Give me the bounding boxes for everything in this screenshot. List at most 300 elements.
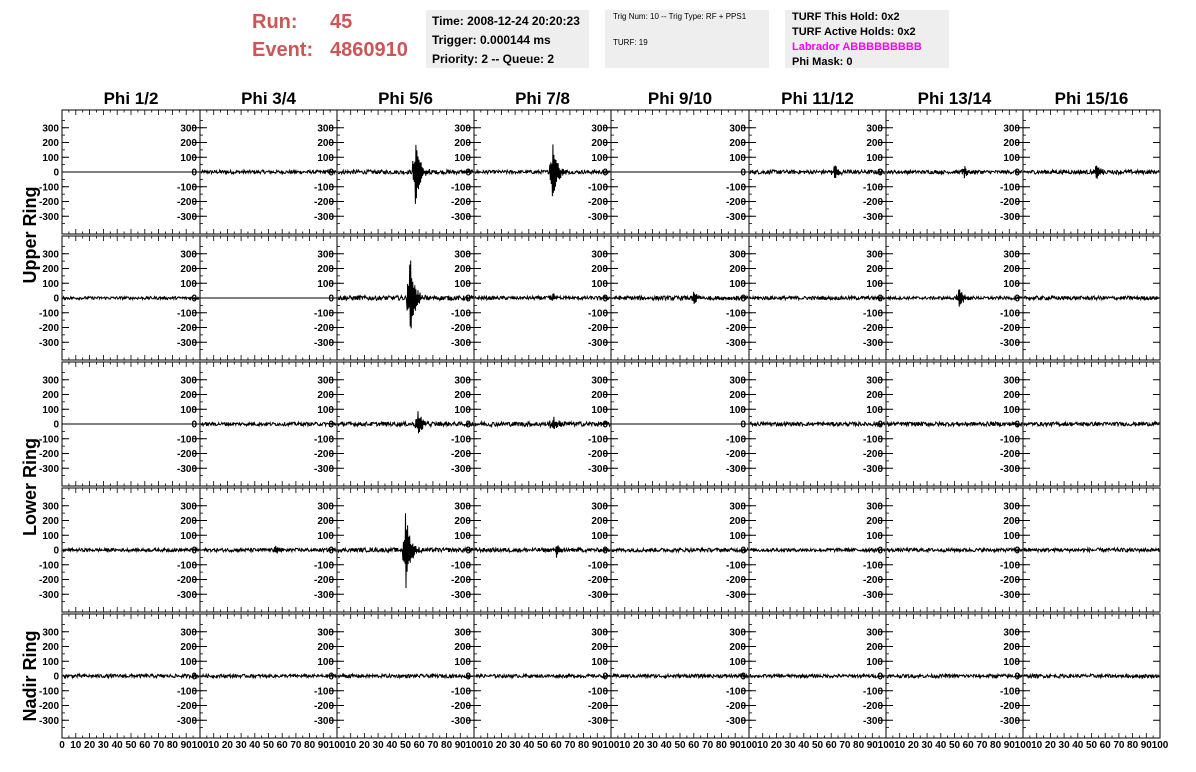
row-label: Upper Ring: [20, 186, 40, 284]
y-tick-label: -100: [313, 686, 334, 698]
x-tick-label: 80: [166, 740, 178, 751]
x-tick-label: 10: [208, 740, 220, 751]
x-tick-label: 80: [1127, 740, 1139, 751]
y-tick-label: 0: [740, 167, 746, 179]
y-tick-label: 0: [877, 671, 883, 683]
y-tick-label: 200: [317, 264, 334, 275]
y-tick-label: 200: [180, 516, 197, 527]
y-tick-label: -200: [313, 323, 334, 334]
y-tick-label: -200: [38, 323, 59, 334]
y-tick-label: 300: [454, 501, 471, 513]
y-tick-label: 300: [1003, 627, 1020, 639]
y-tick-label: -100: [313, 308, 334, 320]
y-tick-label: -100: [862, 182, 883, 194]
y-tick-label: 200: [454, 138, 471, 149]
y-tick-label: -200: [450, 575, 471, 586]
y-tick-label: 300: [42, 501, 59, 513]
y-tick-label: -300: [38, 337, 59, 349]
y-tick-label: 100: [591, 278, 608, 290]
y-tick-label: 100: [454, 278, 471, 290]
y-tick-label: -100: [999, 560, 1020, 572]
y-tick-label: 200: [180, 390, 197, 401]
x-tick-label: 80: [715, 740, 727, 751]
waveform-trace: [63, 548, 199, 551]
y-tick-label: -300: [587, 463, 608, 475]
column-title: Phi 13/14: [917, 89, 992, 108]
x-tick-label: 70: [290, 740, 302, 751]
y-tick-label: 0: [191, 545, 197, 557]
y-tick-label: 0: [1014, 545, 1020, 557]
run-label: Run:: [252, 11, 298, 33]
x-tick-label: 20: [84, 740, 96, 751]
y-tick-label: -300: [313, 715, 334, 727]
y-tick-label: 300: [317, 501, 334, 513]
y-tick-label: 0: [328, 419, 334, 431]
y-tick-label: -200: [176, 575, 197, 586]
y-tick-label: 200: [317, 516, 334, 527]
y-tick-label: -200: [862, 323, 883, 334]
trigger-text: Trigger: 0.000144 ms: [432, 33, 551, 47]
y-tick-label: 100: [729, 404, 746, 416]
x-tick-label: 70: [1113, 740, 1125, 751]
y-tick-label: -300: [862, 463, 883, 475]
x-tick-label: 90: [1003, 740, 1015, 751]
waveform-trace: [475, 674, 610, 677]
y-tick-label: -100: [999, 686, 1020, 698]
y-tick-label: 0: [740, 293, 746, 305]
y-tick-label: 100: [866, 152, 883, 164]
y-tick-label: -200: [862, 449, 883, 460]
waveform-trace: [1024, 548, 1159, 552]
y-tick-label: 200: [42, 138, 59, 149]
waveform-trace: [612, 674, 748, 678]
y-tick-label: -100: [587, 434, 608, 446]
y-tick-label: -200: [450, 449, 471, 460]
y-tick-label: 200: [1003, 264, 1020, 275]
x-tick-label: 40: [1072, 740, 1084, 751]
waveform-trace: [750, 422, 885, 426]
y-tick-label: 100: [42, 656, 59, 668]
y-tick-label: 100: [454, 656, 471, 668]
y-tick-label: -300: [862, 211, 883, 223]
y-tick-label: -200: [725, 449, 746, 460]
y-tick-label: 200: [866, 516, 883, 527]
x-tick-label: 60: [276, 740, 288, 751]
y-tick-label: -300: [176, 715, 197, 727]
waveform-trace: [612, 292, 748, 304]
y-tick-label: -100: [725, 308, 746, 320]
x-tick-label: 40: [798, 740, 810, 751]
y-tick-label: 200: [729, 642, 746, 653]
y-tick-label: 0: [740, 671, 746, 683]
y-tick-label: -300: [450, 715, 471, 727]
y-tick-label: 300: [729, 123, 746, 135]
column-title: Phi 7/8: [515, 89, 570, 108]
y-tick-label: -300: [999, 715, 1020, 727]
y-tick-label: -100: [450, 434, 471, 446]
y-tick-label: -100: [725, 434, 746, 446]
y-tick-label: 0: [465, 419, 471, 431]
y-tick-label: 300: [180, 375, 197, 387]
y-tick-label: 200: [317, 390, 334, 401]
y-tick-label: 200: [317, 642, 334, 653]
y-tick-label: -100: [999, 308, 1020, 320]
y-tick-label: -100: [176, 560, 197, 572]
y-tick-label: 200: [866, 390, 883, 401]
phi-mask-text: Phi Mask: 0: [792, 56, 853, 68]
y-tick-label: -100: [587, 560, 608, 572]
x-tick-label: 20: [221, 740, 233, 751]
y-tick-label: 0: [191, 419, 197, 431]
y-tick-label: -200: [176, 197, 197, 208]
y-tick-label: -100: [862, 308, 883, 320]
x-tick-label: 30: [235, 740, 247, 751]
y-tick-label: 100: [180, 656, 197, 668]
y-tick-label: 300: [454, 627, 471, 639]
y-tick-label: 200: [1003, 390, 1020, 401]
y-tick-label: 200: [42, 516, 59, 527]
y-tick-label: -100: [862, 560, 883, 572]
y-tick-label: 100: [729, 278, 746, 290]
y-tick-label: -300: [38, 211, 59, 223]
waveform-trace: [887, 422, 1022, 426]
y-tick-label: -300: [313, 337, 334, 349]
y-tick-label: 0: [465, 671, 471, 683]
waveform-trace: [338, 674, 473, 678]
x-tick-label: 50: [674, 740, 686, 751]
x-tick-label: 80: [990, 740, 1002, 751]
y-tick-label: -300: [313, 211, 334, 223]
waveform-trace: [201, 170, 336, 174]
y-tick-label: -300: [176, 337, 197, 349]
y-tick-label: 300: [454, 123, 471, 135]
x-tick-label: 0: [59, 740, 65, 751]
y-tick-label: 0: [740, 545, 746, 557]
y-tick-label: 0: [53, 419, 59, 431]
y-tick-label: -300: [587, 715, 608, 727]
y-tick-label: 200: [866, 138, 883, 149]
y-tick-label: 100: [42, 404, 59, 416]
y-tick-label: -300: [450, 463, 471, 475]
y-tick-label: -100: [450, 560, 471, 572]
y-tick-label: -100: [587, 686, 608, 698]
y-tick-label: -300: [38, 715, 59, 727]
y-tick-label: -200: [38, 701, 59, 712]
y-tick-label: 100: [180, 404, 197, 416]
y-tick-label: -200: [38, 197, 59, 208]
x-tick-label: 90: [1140, 740, 1152, 751]
y-tick-label: 300: [1003, 249, 1020, 261]
x-tick-label: 10: [619, 740, 631, 751]
waveform-trace: [475, 417, 610, 429]
waveform-trace: [1024, 674, 1159, 678]
y-tick-label: 100: [317, 278, 334, 290]
y-tick-label: 200: [180, 138, 197, 149]
y-tick-label: -100: [38, 434, 59, 446]
y-tick-label: -200: [176, 323, 197, 334]
y-tick-label: 100: [1003, 656, 1020, 668]
x-tick-label: 40: [111, 740, 123, 751]
turf-this-hold-text: TURF This Hold: 0x2: [792, 11, 900, 23]
y-tick-label: 300: [866, 627, 883, 639]
y-tick-label: -200: [450, 197, 471, 208]
x-tick-label: 40: [660, 740, 672, 751]
y-tick-label: -300: [313, 589, 334, 601]
y-tick-label: 200: [42, 390, 59, 401]
y-tick-label: 100: [42, 278, 59, 290]
x-tick-label: 80: [441, 740, 453, 751]
y-tick-label: 300: [591, 501, 608, 513]
y-tick-label: 300: [180, 123, 197, 135]
waveform-trace: [750, 296, 885, 300]
y-tick-label: 300: [1003, 375, 1020, 387]
y-tick-label: 300: [180, 627, 197, 639]
x-tick-label: 40: [935, 740, 947, 751]
y-tick-label: 300: [180, 249, 197, 261]
x-tick-label: 40: [386, 740, 398, 751]
event-label: Event:: [252, 39, 314, 61]
x-tick-label: 60: [550, 740, 562, 751]
y-tick-label: -200: [38, 575, 59, 586]
y-tick-label: 0: [602, 293, 608, 305]
y-tick-label: 0: [53, 293, 59, 305]
y-tick-label: -200: [587, 323, 608, 334]
x-tick-label: 20: [1044, 740, 1056, 751]
x-tick-label: 90: [729, 740, 741, 751]
waveform-trace: [201, 546, 336, 554]
y-tick-label: 300: [317, 123, 334, 135]
turf-active-holds-text: TURF Active Holds: 0x2: [792, 26, 916, 38]
x-tick-label: 10: [757, 740, 769, 751]
x-tick-label: 60: [1099, 740, 1111, 751]
x-tick-label: 10: [70, 740, 82, 751]
y-tick-label: 100: [1003, 530, 1020, 542]
x-tick-label: 50: [125, 740, 137, 751]
y-tick-label: -300: [450, 337, 471, 349]
x-tick-label: 50: [948, 740, 961, 751]
y-tick-label: -200: [725, 323, 746, 334]
x-tick-label: 90: [866, 740, 878, 751]
y-tick-label: 300: [729, 627, 746, 639]
x-tick-label: 100: [191, 740, 209, 751]
y-tick-label: 300: [317, 627, 334, 639]
y-tick-label: 0: [1014, 419, 1020, 431]
x-tick-label: 40: [249, 740, 261, 751]
labrador-text: Labrador ABBBBBBBBB: [792, 41, 922, 53]
y-tick-label: 100: [180, 278, 197, 290]
y-tick-label: 200: [729, 516, 746, 527]
x-tick-label: 30: [646, 740, 658, 751]
y-tick-label: 300: [317, 375, 334, 387]
y-tick-label: 100: [729, 530, 746, 542]
y-tick-label: 300: [180, 501, 197, 513]
y-tick-label: 100: [1003, 404, 1020, 416]
y-tick-label: 0: [53, 545, 59, 557]
y-tick-label: -100: [176, 434, 197, 446]
x-tick-label: 50: [262, 740, 275, 751]
y-tick-label: -100: [862, 686, 883, 698]
y-tick-label: -200: [999, 575, 1020, 586]
y-tick-label: -100: [999, 434, 1020, 446]
y-tick-label: -100: [38, 182, 59, 194]
x-tick-label: 50: [536, 740, 549, 751]
y-tick-label: 200: [454, 642, 471, 653]
y-tick-label: 200: [42, 642, 59, 653]
y-tick-label: 100: [454, 530, 471, 542]
y-tick-label: 300: [42, 375, 59, 387]
y-tick-label: -100: [450, 182, 471, 194]
y-tick-label: -100: [725, 182, 746, 194]
y-tick-label: -300: [862, 589, 883, 601]
y-tick-label: -200: [313, 449, 334, 460]
row-label: Lower Ring: [20, 438, 40, 536]
y-tick-label: 300: [454, 375, 471, 387]
waveform-trace: [338, 145, 473, 204]
x-tick-label: 30: [921, 740, 933, 751]
y-tick-label: 200: [1003, 516, 1020, 527]
y-tick-label: -100: [450, 686, 471, 698]
y-tick-label: 200: [591, 516, 608, 527]
x-tick-label: 20: [770, 740, 782, 751]
y-tick-label: 0: [465, 167, 471, 179]
y-tick-label: -200: [999, 449, 1020, 460]
y-tick-label: 0: [877, 545, 883, 557]
y-tick-label: -200: [862, 575, 883, 586]
x-tick-label: 30: [97, 740, 109, 751]
y-tick-label: -200: [587, 575, 608, 586]
y-tick-label: 100: [42, 152, 59, 164]
y-tick-label: -100: [38, 686, 59, 698]
x-tick-label: 70: [427, 740, 439, 751]
y-tick-label: 200: [591, 264, 608, 275]
waveform-trace: [612, 548, 748, 552]
waveform-trace: [475, 545, 610, 557]
y-tick-label: -300: [587, 211, 608, 223]
y-tick-label: 100: [317, 656, 334, 668]
y-tick-label: -200: [587, 197, 608, 208]
y-tick-label: 300: [591, 249, 608, 261]
waveform-trace: [1024, 296, 1159, 300]
y-tick-label: 100: [317, 404, 334, 416]
y-tick-label: 0: [328, 167, 334, 179]
y-tick-label: 200: [591, 390, 608, 401]
y-tick-label: -300: [38, 463, 59, 475]
y-tick-label: 200: [866, 264, 883, 275]
y-tick-label: -300: [999, 211, 1020, 223]
x-tick-label: 20: [358, 740, 370, 751]
y-tick-label: 300: [42, 627, 59, 639]
y-tick-label: 0: [53, 167, 59, 179]
y-tick-label: 0: [191, 167, 197, 179]
y-tick-label: -200: [999, 701, 1020, 712]
y-tick-label: 0: [602, 671, 608, 683]
y-tick-label: 200: [591, 138, 608, 149]
y-tick-label: 100: [591, 530, 608, 542]
y-tick-label: 300: [591, 375, 608, 387]
y-tick-label: 0: [877, 167, 883, 179]
y-tick-label: -200: [176, 701, 197, 712]
waveform-trace: [750, 166, 885, 179]
column-title: Phi 3/4: [241, 89, 296, 108]
waveform-trace: [750, 674, 885, 677]
y-tick-label: 0: [877, 419, 883, 431]
waveform-trace: [887, 674, 1022, 678]
y-tick-label: -300: [38, 589, 59, 601]
y-tick-label: 0: [602, 545, 608, 557]
y-tick-label: -200: [587, 701, 608, 712]
x-tick-label: 30: [372, 740, 384, 751]
y-tick-label: -200: [725, 701, 746, 712]
x-tick-label: 10: [894, 740, 906, 751]
x-tick-label: 70: [153, 740, 165, 751]
y-tick-label: 0: [1014, 167, 1020, 179]
y-tick-label: -100: [313, 434, 334, 446]
x-tick-label: 100: [877, 740, 895, 751]
row-label: Nadir Ring: [20, 630, 40, 722]
y-tick-label: -300: [999, 337, 1020, 349]
y-tick-label: -300: [176, 211, 197, 223]
x-tick-label: 20: [633, 740, 645, 751]
waveform-trace: [338, 411, 473, 433]
x-tick-label: 70: [839, 740, 851, 751]
x-tick-label: 30: [1058, 740, 1070, 751]
y-tick-label: -300: [587, 589, 608, 601]
y-tick-label: 100: [454, 404, 471, 416]
y-tick-label: -200: [999, 197, 1020, 208]
y-tick-label: 0: [328, 671, 334, 683]
y-tick-label: 0: [191, 293, 197, 305]
column-title: Phi 15/16: [1054, 89, 1129, 108]
y-tick-label: 300: [317, 249, 334, 261]
event-value: 4860910: [330, 39, 408, 61]
x-tick-label: 80: [304, 740, 316, 751]
x-tick-label: 10: [482, 740, 494, 751]
x-tick-label: 100: [1014, 740, 1032, 751]
y-tick-label: -100: [450, 308, 471, 320]
y-tick-label: 100: [1003, 152, 1020, 164]
y-tick-label: -300: [725, 589, 746, 601]
y-tick-label: 0: [740, 419, 746, 431]
x-tick-label: 30: [509, 740, 521, 751]
y-tick-label: 200: [454, 390, 471, 401]
turf-text: TURF: 19: [613, 38, 648, 47]
x-tick-label: 50: [811, 740, 824, 751]
y-tick-label: 0: [465, 545, 471, 557]
y-tick-label: 300: [42, 123, 59, 135]
y-tick-label: -300: [725, 463, 746, 475]
y-tick-label: -300: [999, 589, 1020, 601]
x-tick-label: 100: [602, 740, 620, 751]
y-tick-label: 100: [866, 278, 883, 290]
y-tick-label: 100: [180, 530, 197, 542]
y-tick-label: 200: [591, 642, 608, 653]
waveform-trace: [750, 548, 885, 552]
y-tick-label: 100: [591, 656, 608, 668]
x-tick-label: 60: [688, 740, 700, 751]
x-tick-label: 100: [1151, 740, 1169, 751]
trig-num-text: Trig Num: 10 -- Trig Type: RF + PPS1: [613, 12, 747, 21]
x-tick-label: 70: [976, 740, 988, 751]
y-tick-label: 100: [317, 152, 334, 164]
y-tick-label: -200: [450, 701, 471, 712]
y-tick-label: -100: [725, 560, 746, 572]
waveform-trace: [201, 422, 336, 426]
y-tick-label: -200: [313, 197, 334, 208]
y-tick-label: 100: [591, 152, 608, 164]
y-tick-label: -300: [450, 589, 471, 601]
y-tick-label: 300: [729, 375, 746, 387]
y-tick-label: 0: [602, 167, 608, 179]
